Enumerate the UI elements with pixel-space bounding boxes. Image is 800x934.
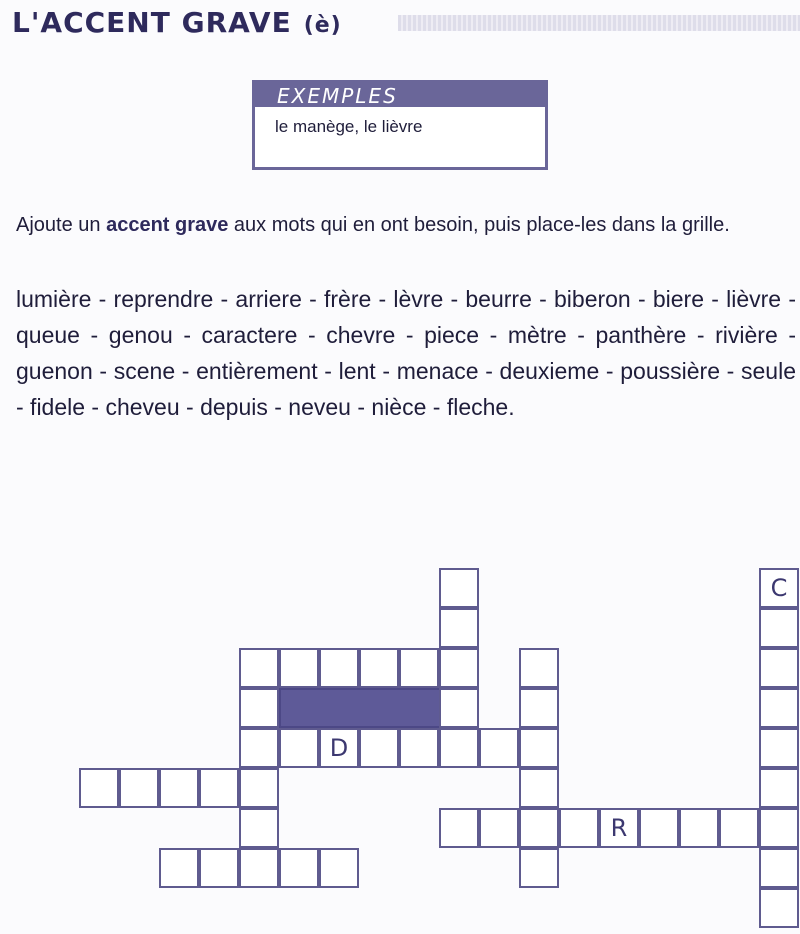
crossword-cell[interactable]	[639, 808, 679, 848]
crossword-cell[interactable]	[239, 728, 279, 768]
crossword-cell[interactable]	[439, 688, 479, 728]
crossword-cell[interactable]	[279, 848, 319, 888]
crossword-cell[interactable]	[199, 848, 239, 888]
crossword-cell[interactable]	[239, 848, 279, 888]
crossword-cell[interactable]	[519, 848, 559, 888]
crossword-cell[interactable]	[479, 808, 519, 848]
crossword-cell[interactable]	[199, 768, 239, 808]
crossword-cell[interactable]	[559, 808, 599, 848]
crossword-cell[interactable]	[759, 688, 799, 728]
crossword-cell[interactable]	[159, 848, 199, 888]
crossword-cell[interactable]	[759, 888, 799, 928]
crossword-cell[interactable]	[279, 728, 319, 768]
crossword-cell[interactable]	[439, 648, 479, 688]
crossword-cell[interactable]: C	[759, 568, 799, 608]
crossword-cell[interactable]	[479, 728, 519, 768]
crossword-cell[interactable]	[759, 608, 799, 648]
crossword-cell[interactable]	[279, 648, 319, 688]
crossword-cell[interactable]	[439, 608, 479, 648]
crossword-cell[interactable]	[359, 648, 399, 688]
crossword-cell[interactable]	[519, 648, 559, 688]
instruction-after: aux mots qui en ont besoin, puis place-les dans la grille.	[228, 214, 730, 236]
crossword-cell[interactable]	[719, 808, 759, 848]
crossword-cell[interactable]: D	[319, 728, 359, 768]
crossword-cell[interactable]: R	[599, 808, 639, 848]
crossword-cell[interactable]	[759, 648, 799, 688]
crossword-cell[interactable]	[119, 768, 159, 808]
title-accent: (è)	[303, 13, 342, 38]
crossword-cell[interactable]	[759, 848, 799, 888]
crossword-cell[interactable]	[439, 568, 479, 608]
word-list: lumière - reprendre - arriere - frère - lèvre - beurre - biberon - biere - lièvre - queue - genou - caractere - chevre - piece - mètre - panthère - rivière - guenon - scene - entièrement - lent - menace - deuxieme - poussière - seule - fidele - cheveu - depuis - neveu - nièce - fleche.	[16, 286, 796, 420]
crossword-cell[interactable]	[239, 648, 279, 688]
crossword-cell[interactable]	[759, 808, 799, 848]
crossword-cell[interactable]	[439, 808, 479, 848]
crossword-cell[interactable]	[239, 688, 279, 728]
crossword-cell[interactable]	[399, 728, 439, 768]
crossword-cell[interactable]	[519, 768, 559, 808]
shaded-block	[279, 688, 441, 728]
instruction-before: Ajoute un	[16, 214, 107, 236]
crossword-cell[interactable]	[759, 768, 799, 808]
instruction-bold: accent grave	[106, 214, 229, 236]
crossword-cell[interactable]	[439, 728, 479, 768]
crossword-cell[interactable]	[239, 768, 279, 808]
crossword-cell[interactable]	[319, 648, 359, 688]
crossword-cell[interactable]	[399, 648, 439, 688]
crossword-cell[interactable]	[519, 688, 559, 728]
crossword-cell[interactable]	[79, 768, 119, 808]
example-heading: EXEMPLES	[255, 83, 545, 107]
crossword-cell[interactable]	[759, 728, 799, 768]
crossword-cell[interactable]	[359, 728, 399, 768]
crossword-cell[interactable]	[519, 728, 559, 768]
crossword-cell[interactable]	[519, 808, 559, 848]
example-text: le manège, le lièvre	[275, 117, 423, 136]
crossword-cell[interactable]	[239, 808, 279, 848]
crossword-cell[interactable]	[319, 848, 359, 888]
title-text: L'ACCENT GRAVE	[12, 6, 292, 39]
crossword-cell[interactable]	[159, 768, 199, 808]
crossword-cell[interactable]	[679, 808, 719, 848]
